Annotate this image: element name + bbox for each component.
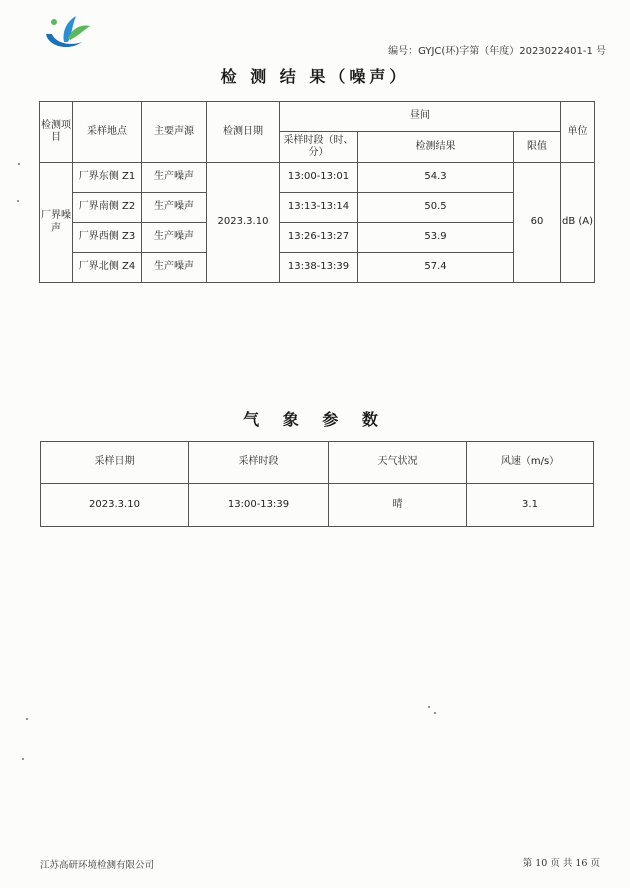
time-cell: 13:38-13:39 (280, 253, 358, 283)
limit-value: 60 (514, 163, 561, 283)
weather-cell: 晴 (329, 484, 467, 527)
sample-date-cell: 2023.3.10 (41, 484, 189, 527)
scan-speck (26, 718, 28, 720)
source-cell: 生产噪声 (142, 193, 207, 223)
header-location: 采样地点 (73, 102, 142, 163)
scan-speck (434, 712, 436, 714)
time-cell: 13:00-13:01 (280, 163, 358, 193)
header-weather: 天气状况 (329, 442, 467, 484)
source-cell: 生产噪声 (142, 253, 207, 283)
result-cell: 53.9 (358, 223, 514, 253)
table-row (41, 484, 594, 527)
table-row (40, 163, 595, 193)
scan-speck (428, 706, 430, 708)
scan-speck (22, 758, 24, 760)
header-unit: 单位 (561, 102, 595, 163)
header-item: 检测项目 (40, 102, 73, 163)
time-cell: 13:13-13:14 (280, 193, 358, 223)
wind-speed-cell: 3.1 (467, 484, 594, 527)
table-row (40, 193, 595, 223)
location-cell: 厂界西侧 Z3 (73, 223, 142, 253)
test-date: 2023.3.10 (207, 163, 280, 283)
sample-time-cell: 13:00-13:39 (189, 484, 329, 527)
result-cell: 54.3 (358, 163, 514, 193)
header-sample-time: 采样时段 (189, 442, 329, 484)
location-cell: 厂界北侧 Z4 (73, 253, 142, 283)
table-row (40, 223, 595, 253)
scan-speck (17, 200, 19, 202)
company-logo-icon (42, 12, 94, 52)
header-result: 检测结果 (358, 132, 514, 163)
noise-results-table (39, 101, 595, 283)
source-cell: 生产噪声 (142, 223, 207, 253)
header-date: 检测日期 (207, 102, 280, 163)
company-name: 江苏高研环境检测有限公司 (40, 860, 155, 871)
header-source: 主要声源 (142, 102, 207, 163)
weather-params-title: 气 象 参 数 (243, 410, 387, 429)
page-number: 第 10 页 共 16 页 (522, 858, 600, 869)
result-cell: 50.5 (358, 193, 514, 223)
noise-results-title: 检 测 结 果（噪声） (220, 67, 410, 86)
source-cell: 生产噪声 (142, 163, 207, 193)
header-daytime: 昼间 (280, 102, 561, 132)
result-cell: 57.4 (358, 253, 514, 283)
header-wind-speed: 风速（m/s） (467, 442, 594, 484)
location-cell: 厂界南侧 Z2 (73, 193, 142, 223)
unit-value: dB (A) (561, 163, 595, 283)
location-cell: 厂界东侧 Z1 (73, 163, 142, 193)
time-cell: 13:26-13:27 (280, 223, 358, 253)
table-row (40, 253, 595, 283)
scan-speck (18, 163, 20, 165)
document-number: 编号：GYJC(环)字第（年度）2023022401-1 号 (388, 46, 606, 57)
weather-table (40, 441, 594, 527)
header-limit: 限值 (514, 132, 561, 163)
header-time-period: 采样时段（时、分） (280, 132, 358, 163)
header-sample-date: 采样日期 (41, 442, 189, 484)
noise-item: 厂界噪声 (40, 163, 73, 283)
